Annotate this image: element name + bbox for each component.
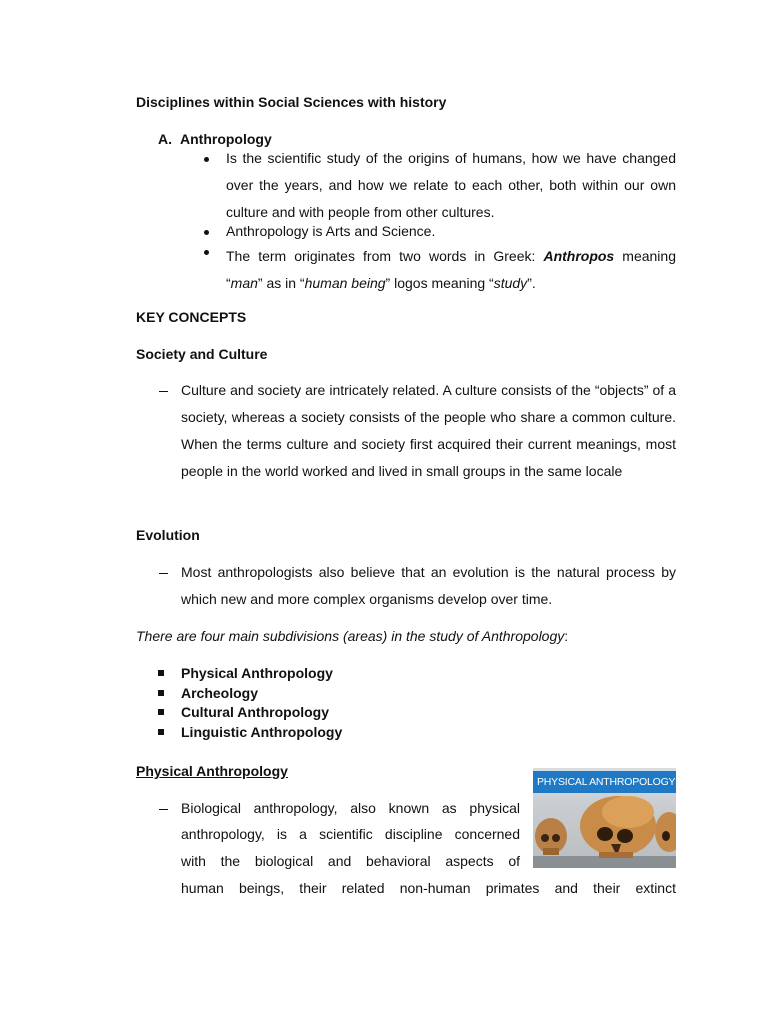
subdivision-item: Physical Anthropology — [181, 665, 333, 681]
square-bullet-icon — [158, 729, 164, 735]
subdivision-item: Linguistic Anthropology — [181, 724, 343, 740]
anthropology-arts-science: Anthropology is Arts and Science. — [226, 223, 436, 239]
physical-text-line: anthropology, is a scientific discipline concerned — [181, 826, 520, 842]
bullet-dot-icon — [204, 230, 209, 235]
bullet-dot-icon — [204, 157, 209, 162]
evolution-heading: Evolution — [136, 527, 200, 543]
physical-anthropology-heading: Physical Anthropology — [136, 763, 288, 779]
term-origin-part: “ — [226, 275, 231, 291]
square-bullet-icon — [158, 709, 164, 715]
term-man: man — [230, 275, 258, 291]
square-bullet-icon — [158, 670, 164, 676]
term-origin-part: The term originates from two words in Greek: — [226, 248, 544, 264]
subdivisions-intro — [136, 628, 568, 644]
term-origin-part: meaning — [614, 248, 676, 264]
section-a-marker: A. — [158, 131, 172, 147]
document-title: Disciplines within Social Sciences with history — [136, 94, 447, 110]
evolution-text: Most anthropologists also believe that an evolution is the natural process by which new and more complex organisms develop over time. — [181, 564, 676, 607]
physical-text-line: with the biological and behavioral aspects of — [181, 853, 520, 869]
subdivision-item: Cultural Anthropology — [181, 704, 330, 720]
subdivisions-intro-text: There are four main subdivisions (areas) in the study of Anthropology — [136, 628, 565, 644]
key-concepts-heading: KEY CONCEPTS — [136, 309, 247, 325]
term-origin-text — [226, 243, 676, 297]
society-culture-heading: Society and Culture — [136, 346, 268, 362]
subdivisions-intro-colon: : — [564, 628, 569, 644]
physical-anthropology-image — [533, 768, 676, 868]
skulls-illustration — [533, 768, 676, 868]
term-anthropos: Anthropos — [543, 248, 615, 264]
section-a-heading: Anthropology — [180, 131, 272, 147]
dash-bullet-icon — [159, 809, 168, 810]
dash-bullet-icon — [159, 573, 168, 574]
term-origin-part: ” as in “ — [257, 275, 305, 291]
physical-text-line: human beings, their related non-human primates and their extinct — [181, 880, 676, 896]
society-culture-text: Culture and society are intricately related. A culture consists of the “objects” of a society, whereas a society consists of the people who share a common culture. When the terms culture and society first acquired their current meanings, most people in the world worked and lived in small groups in the same locale — [181, 382, 676, 479]
image-banner: PHYSICAL ANTHROPOLOGY — [533, 771, 676, 793]
square-bullet-icon — [158, 690, 164, 696]
anthropology-definition: Is the scientific study of the origins of humans, how we have changed over the years, and how we relate to each other, both within our own culture and with people from other cultures. — [226, 150, 676, 220]
term-human-being: human being — [304, 275, 386, 291]
subdivision-item: Archeology — [181, 685, 259, 701]
physical-text-line: Biological anthropology, also known as physical — [181, 800, 520, 816]
term-origin-part: ” logos meaning “ — [385, 275, 494, 291]
dash-bullet-icon — [159, 391, 168, 392]
term-study: study — [493, 275, 528, 291]
bullet-dot-icon — [204, 250, 209, 255]
term-origin-part: ”. — [527, 275, 536, 291]
